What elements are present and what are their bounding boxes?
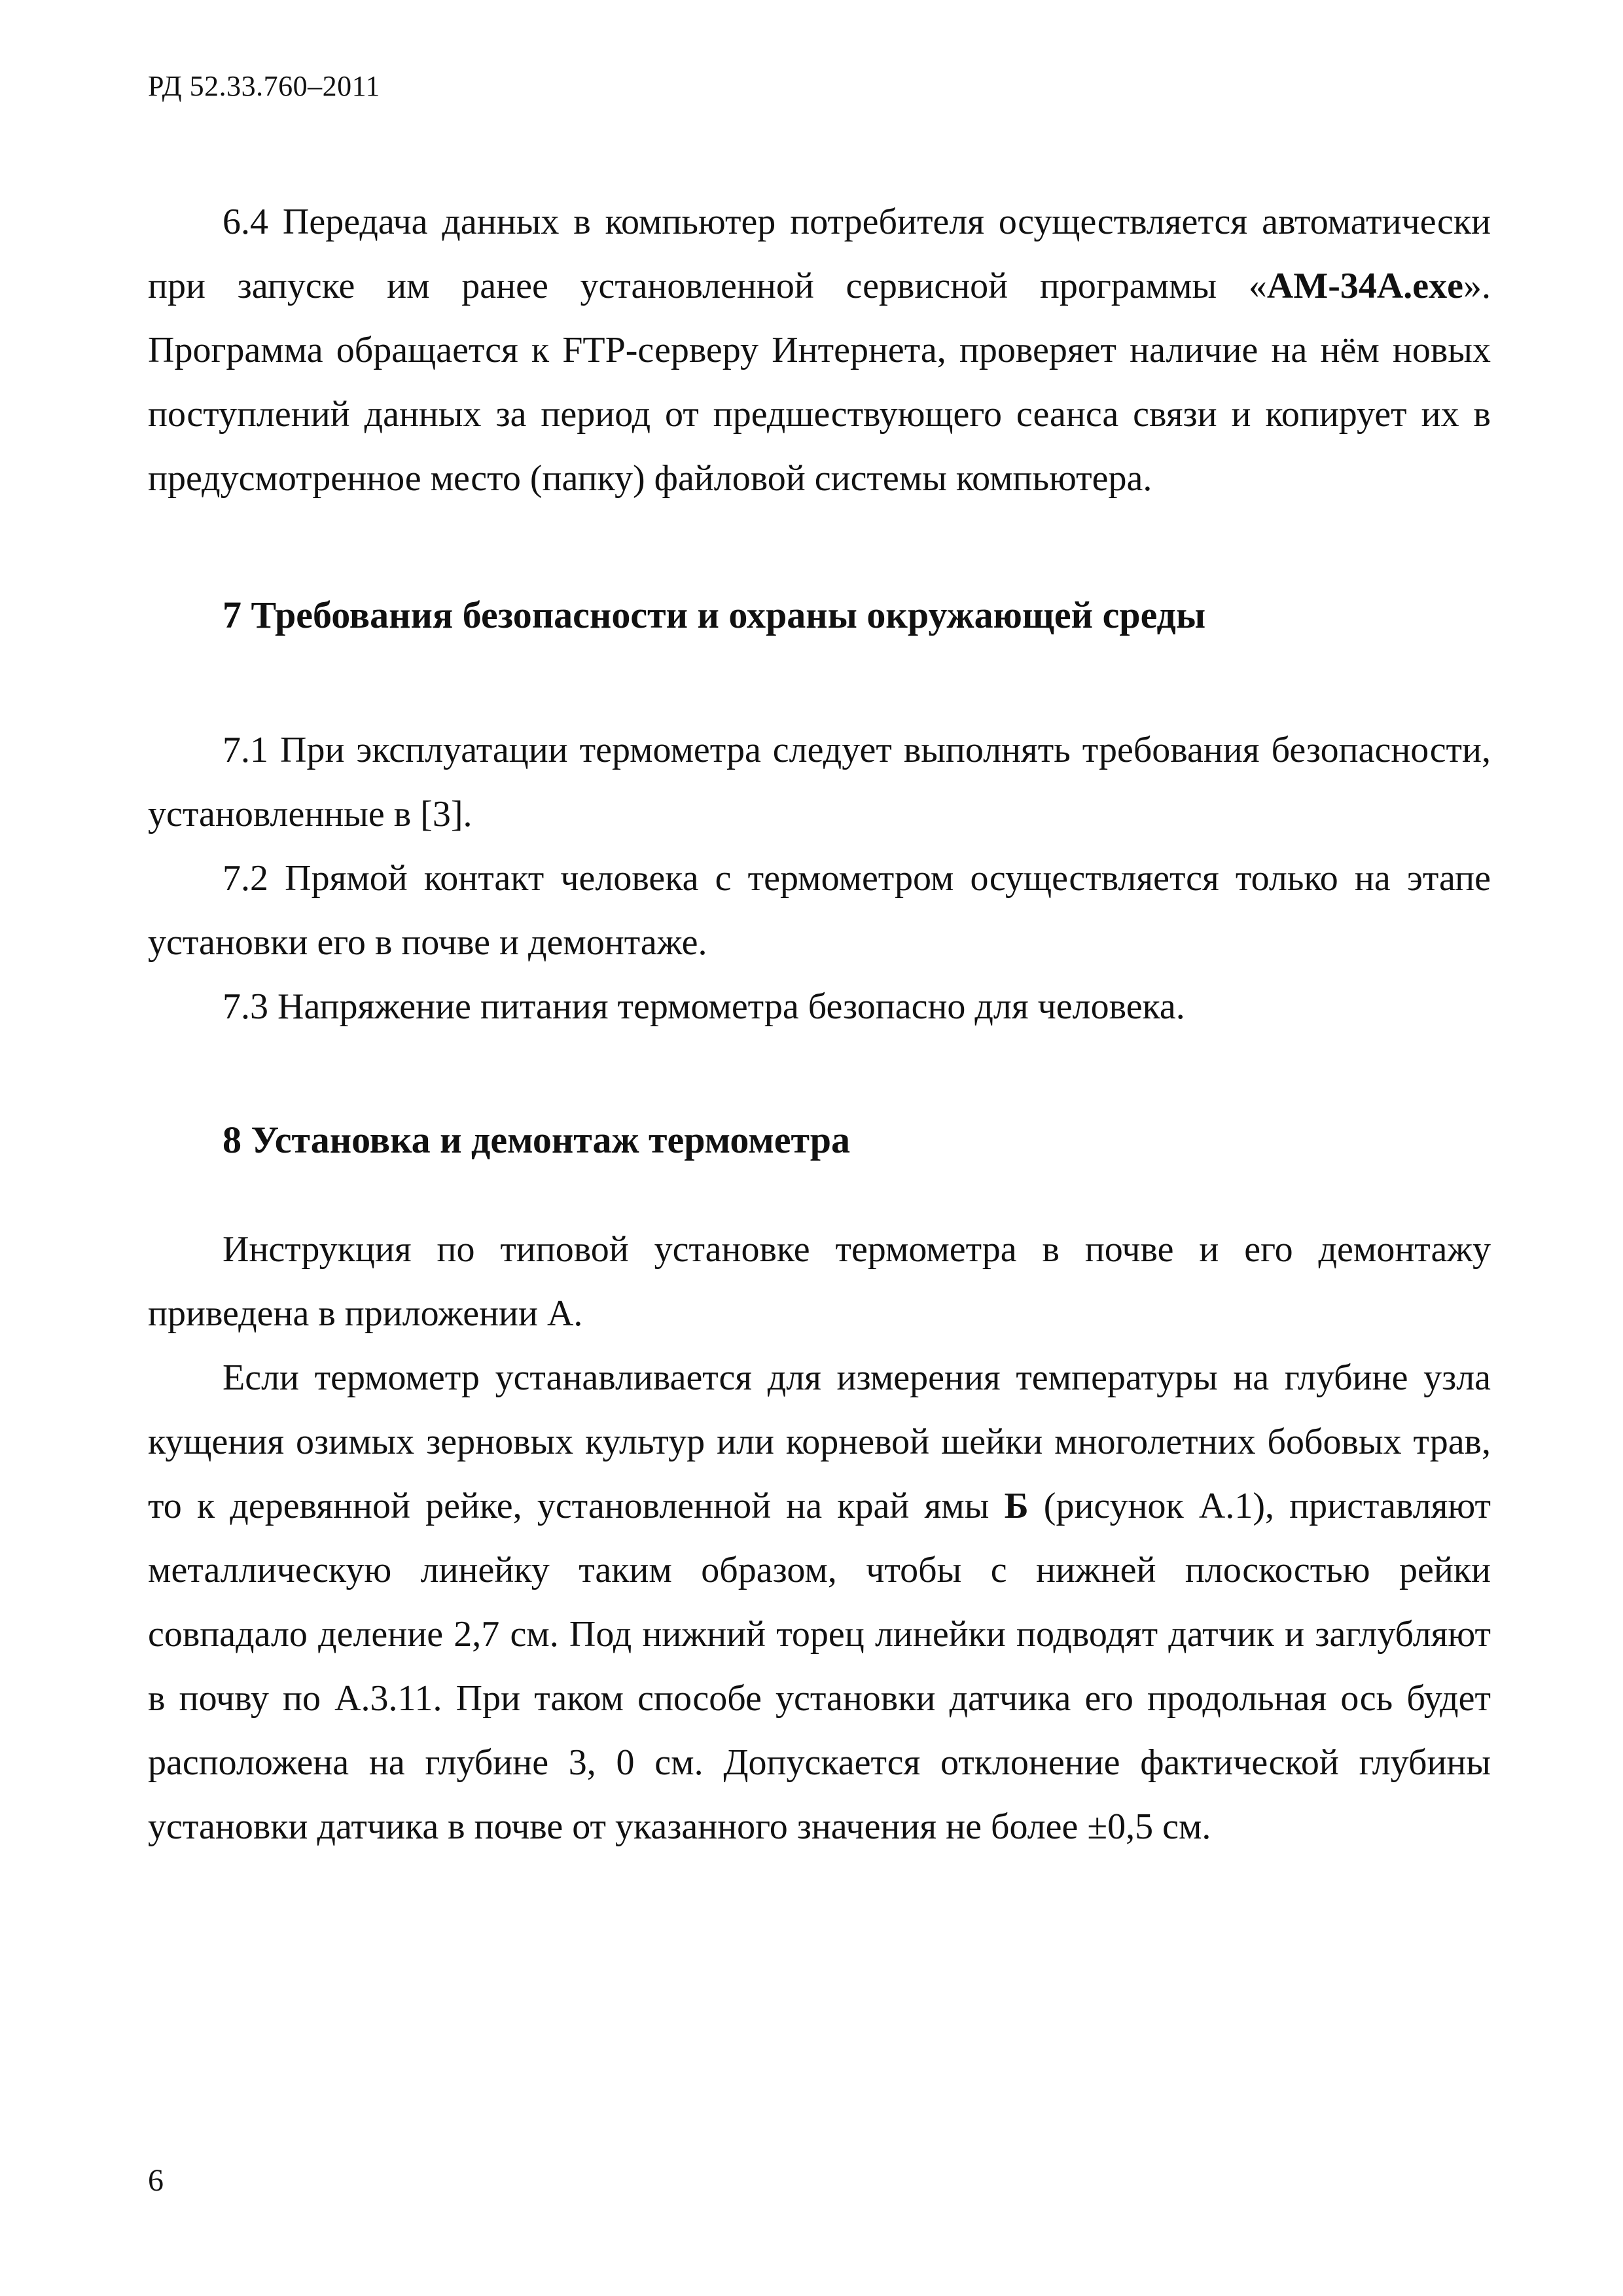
section-8-body (148, 1217, 1491, 1859)
pit-label-b: Б (1004, 1486, 1029, 1526)
page-number: 6 (148, 2163, 164, 2198)
paragraph-6-4-end: ». Программа обращается к FTP-серверу Интернета, проверяет наличие на нём новых поступлений данных за период от предшествующего сеанса связи и копирует их в предусмотренное место (папку) файловой системы компьютера. (148, 266, 1491, 499)
paragraph-8-2 (148, 1346, 1491, 1859)
paragraph-7-3: 7.3 Напряжение питания термометра безопасно для человека. (223, 986, 1185, 1027)
paragraph-8-2-start: Если термометр устанавливается для измерения температуры на глубине узла кущения озимых зерновых культур или корневой шейки многолетних бобовых трав, то к деревянной рейке, установленной на край ямы (148, 1357, 1491, 1526)
section-7-body (148, 718, 1491, 1039)
paragraph-8-1: Инструкция по типовой установке термометра в почве и его демонтажу приведена в приложении А. (148, 1229, 1491, 1334)
paragraph-6-4-start: 6.4 Передача данных в компьютер потребителя осуществляется автоматически при запуске им ранее установленной сервисной программы « (148, 202, 1491, 306)
section-8-heading: 8 Установка и демонтаж термометра (223, 1119, 850, 1161)
section-7-heading: 7 Требования безопасности и охраны окружающей среды (223, 594, 1206, 636)
paragraph-7-1: 7.1 При эксплуатации термометра следует выполнять требования безопасности, установленные в [3]. (148, 730, 1491, 834)
program-name: АМ-34А.exe (1266, 266, 1463, 306)
paragraph-7-2: 7.2 Прямой контакт человека с термометром осуществляется только на этапе установки его в почве и демонтаже. (148, 858, 1491, 963)
paragraph-6-4 (148, 190, 1491, 511)
paragraph-8-2-end: (рисунок А.1), приставляют металлическую линейку таким образом, чтобы с нижней плоскостью рейки совпадало деление 2,7 см. Под нижний торец линейки подводят датчик и заглубляют в почву по А.3.11. При таком способе установки датчика его продольная ось будет расположена на глубине 3, 0 см. Допускается отклонение фактической глубины установки датчика в почве от указанного значения не более ±0,5 см. (148, 1486, 1491, 1847)
section-6-4 (148, 190, 1491, 511)
document-id-header: РД 52.33.760–2011 (148, 70, 381, 102)
